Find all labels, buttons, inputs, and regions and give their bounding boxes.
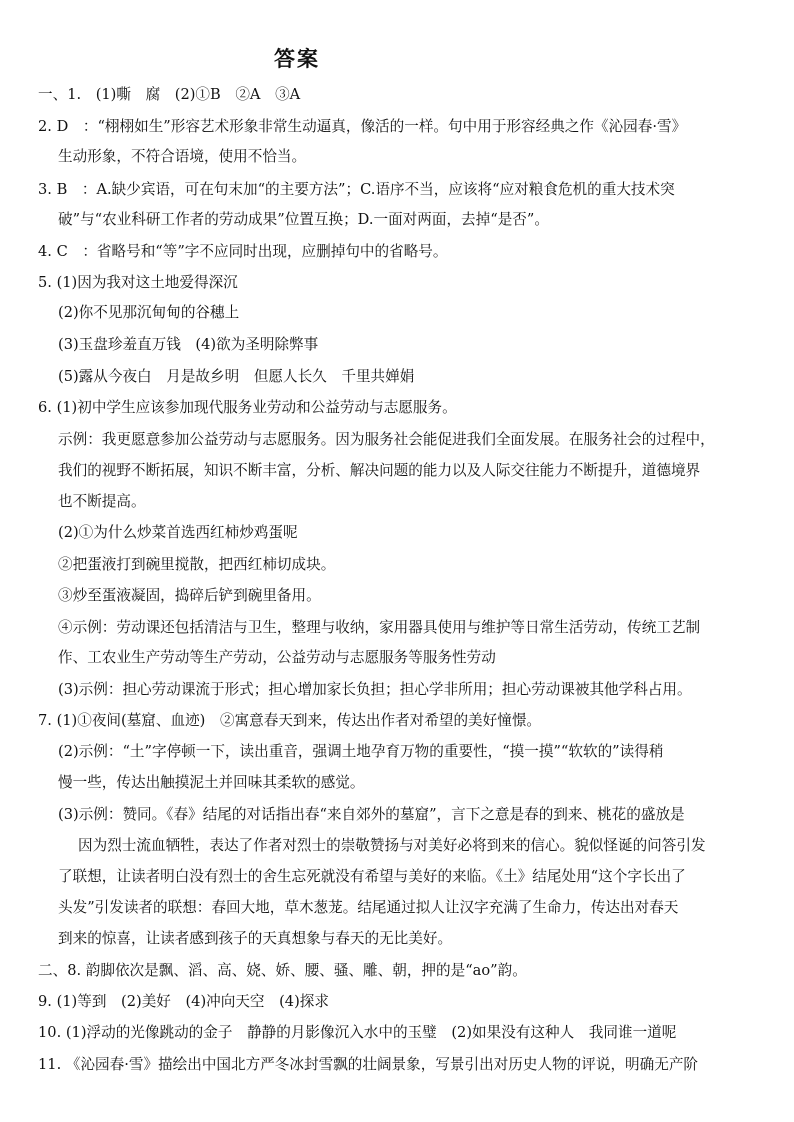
answer-line-6-3: (3)示例：担心劳动课流于形式；担心增加家长负担；担心学非所用；担心劳动课被其他学科占用。 — [58, 681, 692, 698]
page-title: 答案 — [274, 47, 320, 71]
answer-line-6-example-end: 也不断提高。 — [58, 493, 146, 510]
answer-line-7-2: (2)示例：“土”字停顿一下，读出重音，强调土地孕育万物的重要性，“摸一摸”“软软的”读得稍 — [58, 743, 664, 760]
answer-line-6: 6. (1)初中学生应该参加现代服务业劳动和公益劳动与志愿服务。 — [38, 399, 457, 416]
answer-line-6-2-1: (2)①为什么炒菜首选西红柿炒鸡蛋呢 — [58, 524, 298, 541]
answer-line-7-3-cont-2: 了联想，让读者明白没有烈士的舍生忘死就没有希望与美好的来临。《土》结尾处用“这个字长出了 — [58, 868, 686, 885]
answer-line-6-2-4-cont: 作、工农业生产劳动等生产劳动，公益劳动与志愿服务等服务性劳动 — [58, 649, 496, 666]
answer-line-8: 二、8. 韵脚依次是飘、滔、高、娆、娇、腰、骚、雕、朝，押的是“ao”韵。 — [38, 962, 527, 979]
answer-line-11: 11. 《沁园春·雪》描绘出中国北方严冬冰封雪飘的壮阔景象，写景引出对历史人物的评说，明确无产阶 — [38, 1056, 699, 1073]
answer-line-9: 9. (1)等到 (2)美好 (4)冲向天空 (4)探求 — [38, 993, 329, 1010]
answer-line-3-cont: 破”与“农业科研工作者的劳动成果”位置互换；D.一面对两面，去掉“是否”。 — [58, 211, 549, 228]
answer-line-6-example: 示例：我更愿意参加公益劳动与志愿服务。因为服务社会能促进我们全面发展。在服务社会的过程中， — [58, 431, 715, 448]
answer-line-6-2-4: ④示例：劳动课还包括清洁与卫生，整理与收纳，家用器具使用与维护等日常生活劳动，传统工艺制 — [58, 619, 701, 636]
answer-line-3: 3. B ：A.缺少宾语，可在句末加“的主要方法”；C.语序不当，应该将“应对粮食危机的重大技术突 — [38, 181, 675, 198]
answer-line-5-5: (5)露从今夜白 月是故乡明 但愿人长久 千里共婵娟 — [58, 368, 415, 385]
answer-line-6-2-2: ②把蛋液打到碗里搅散，把西红柿切成块。 — [58, 556, 336, 573]
answer-line-7-3-cont-4: 到来的惊喜，让读者感到孩子的天真想象与春天的无比美好。 — [58, 930, 453, 947]
answer-line-2-cont: 生动形象，不符合语境，使用不恰当。 — [58, 148, 307, 165]
answer-line-4: 4. C ：省略号和“等”字不应同时出现，应删掉句中的省略号。 — [38, 243, 448, 260]
answer-line-7: 7. (1)①夜间(墓窟、血迹) ②寓意春天到来，传达出作者对希望的美好憧憬。 — [38, 712, 542, 729]
answer-line-7-3-cont-1: 因为烈士流血牺牲，表达了作者对烈士的崇敬赞扬与对美好必将到来的信心。貌似怪诞的问答引发 — [78, 837, 706, 854]
answer-line-6-2-3: ③炒至蛋液凝固，捣碎后铲到碗里备用。 — [58, 587, 321, 604]
answer-line-7-3: (3)示例：赞同。《春》结尾的对话指出春“来自郊外的墓窟”，言下之意是春的到来、桃花的盛放是 — [58, 806, 685, 823]
answer-line-5: 5. (1)因为我对这土地爱得深沉 — [38, 274, 238, 291]
answer-line-1: 一、1. (1)嘶 腐 (2)①B ②A ③A — [38, 86, 301, 103]
answer-line-7-3-cont-3: 头发”引发读者的联想：春回大地，草木葱茏。结尾通过拟人让汉字充满了生命力，传达出对春天 — [58, 899, 679, 916]
answer-line-7-2-cont: 慢一些，传达出触摸泥土并回味其柔软的感觉。 — [58, 774, 365, 791]
answer-line-10: 10. (1)浮动的光像跳动的金子 静静的月影像沉入水中的玉璧 (2)如果没有这种人 我同谁一道呢 — [38, 1024, 677, 1041]
answer-line-5-3: (3)玉盘珍羞直万钱 (4)欲为圣明除弊事 — [58, 336, 319, 353]
answer-line-5-2: (2)你不见那沉甸甸的谷穗上 — [58, 304, 240, 321]
answer-line-6-example-cont: 我们的视野不断拓展，知识不断丰富，分析、解决问题的能力以及人际交往能力不断提升，道德境界 — [58, 462, 701, 479]
answer-line-2: 2. D ：“栩栩如生”形容艺术形象非常生动逼真，像活的一样。句中用于形容经典之作《沁园春·雪》 — [38, 118, 687, 135]
